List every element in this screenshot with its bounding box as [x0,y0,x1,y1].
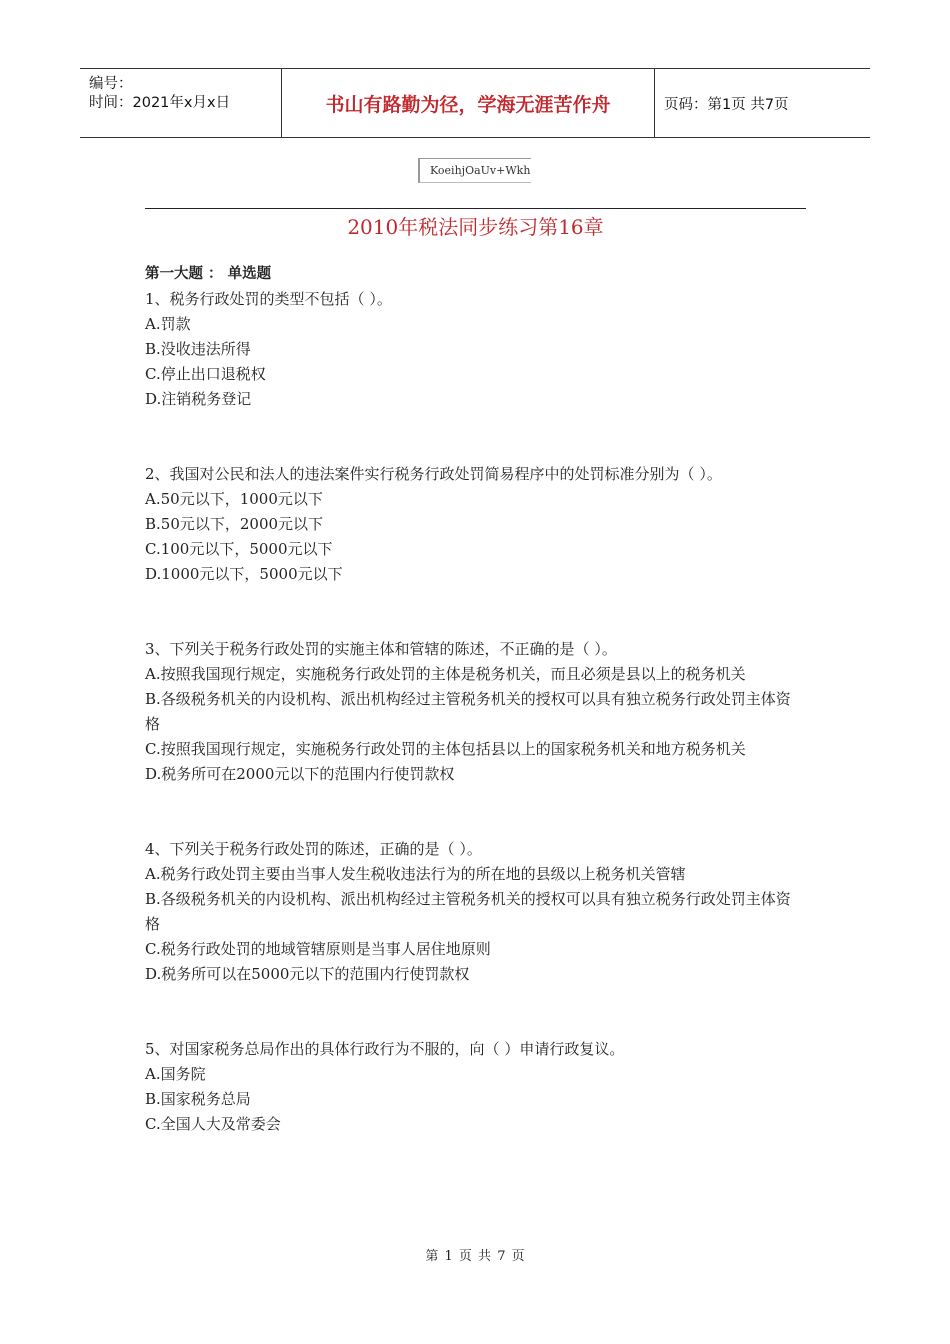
question-block [145,462,805,587]
page-footer: 第 1 页 共 7 页 [425,1249,525,1264]
answer-option: A.国务院 [145,1065,206,1083]
answer-option: D.税务所可在2000元以下的范围内行使罚款权 [145,765,455,783]
question-text: 3、下列关于税务行政处罚的实施主体和管辖的陈述，不正确的是（ ）。 [145,640,617,658]
answer-option: C.全国人大及常委会 [145,1115,281,1133]
document-body [145,262,805,1137]
document-code-box: KoeihjOaUv+Wkh [418,158,531,183]
answer-option: B.各级税务机关的内设机构、派出机构经过主管税务机关的授权可以具有独立税务行政处罚主体资格 [145,690,791,733]
answer-option: A.按照我国现行规定，实施税务行政处罚的主体是税务机关，而且必须是县以上的税务机关 [145,665,746,683]
header-meta-cell [80,69,282,137]
section-heading: 第一大题 ： 单选题 [145,266,272,282]
header-motto: 书山有路勤为径，学海无涯苦作舟 [282,69,655,137]
number-label: 编号： [89,76,133,92]
answer-option: B.各级税务机关的内设机构、派出机构经过主管税务机关的授权可以具有独立税务行政处罚主体资格 [145,890,791,933]
answer-option: C.按照我国现行规定，实施税务行政处罚的主体包括县以上的国家税务机关和地方税务机关 [145,740,746,758]
answer-option: C.100元以下，5000元以下 [145,540,333,558]
answer-option: A.罚款 [145,315,191,333]
question-block [145,1037,805,1137]
document-header [80,68,870,138]
answer-option: A.50元以下，1000元以下 [145,490,323,508]
answer-option: D.1000元以下，5000元以下 [145,565,343,583]
question-block [145,837,805,987]
answer-option: D.税务所可以在5000元以下的范围内行使罚款权 [145,965,470,983]
question-text: 4、下列关于税务行政处罚的陈述，正确的是（ ）。 [145,840,482,858]
answer-option: B.50元以下，2000元以下 [145,515,324,533]
answer-option: A.税务行政处罚主要由当事人发生税收违法行为的所在地的县级以上税务机关管辖 [145,865,686,883]
answer-option: C.停止出口退税权 [145,365,266,383]
title-rule [145,208,806,209]
question-text: 5、对国家税务总局作出的具体行政行为不服的，向（ ）申请行政复议。 [145,1040,625,1058]
answer-option: B.国家税务总局 [145,1090,251,1108]
question-list [145,287,805,1137]
question-block [145,287,805,412]
answer-option: B.没收违法所得 [145,340,251,358]
header-page-info: 页码：第1页 共7页 [664,96,789,113]
document-title: 2010年税法同步练习第16章 [347,215,604,239]
time-label: 时间：2021年x月x日 [89,95,231,111]
question-block [145,637,805,787]
question-text: 1、税务行政处罚的类型不包括（ ）。 [145,290,392,308]
question-text: 2、我国对公民和法人的违法案件实行税务行政处罚简易程序中的处罚标准分别为（ ）。 [145,465,722,483]
answer-option: D.注销税务登记 [145,390,252,408]
answer-option: C.税务行政处罚的地域管辖原则是当事人居住地原则 [145,940,491,958]
